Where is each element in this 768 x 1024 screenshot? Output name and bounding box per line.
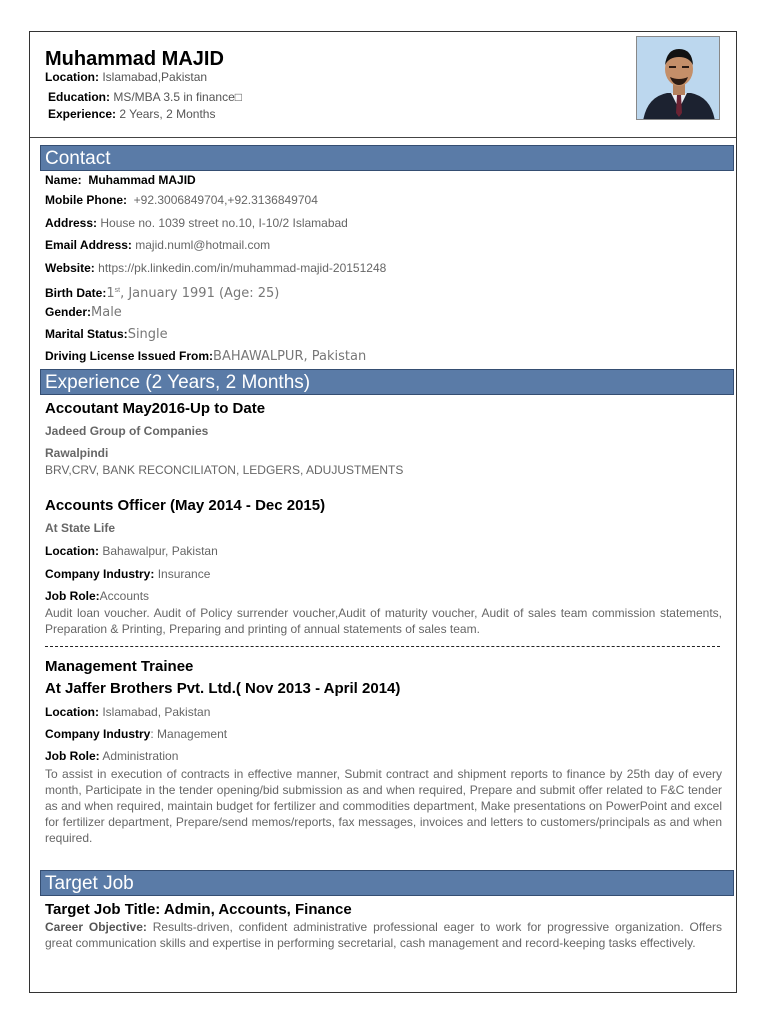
job1-duties: BRV,CRV, BANK RECONCILIATON, LEDGERS, ADUJUSTMENTS	[45, 463, 404, 477]
contact-name: Name: Muhammad MAJID	[45, 173, 196, 187]
section-experience-heading: Experience (2 Years, 2 Months)	[40, 369, 734, 395]
profile-photo	[636, 36, 720, 120]
header-education: Education: MS/MBA 3.5 in finance□	[48, 90, 242, 104]
job2-company: At State Life	[45, 521, 116, 535]
header-location: Location: Islamabad,Pakistan	[45, 70, 208, 84]
contact-driving-license: Driving License Issued From:BAHAWALPUR, Pakistan	[45, 349, 367, 364]
section-contact-heading: Contact	[40, 145, 734, 171]
job2-title: Accounts Officer (May 2014 - Dec 2015)	[45, 497, 326, 514]
contact-birth-date: Birth Date:1st, January 1991 (Age: 25)	[45, 286, 280, 301]
contact-website: Website: https://pk.linkedin.com/in/muhammad-majid-20151248	[45, 261, 387, 275]
resume-header	[45, 48, 242, 121]
job3-description: To assist in execution of contracts in effective manner, Submit contract and shipment reports to finance by 25th day of every month, Participate in the tender opening/bid submission as and when required, Prepare and submit offer related to F&C tender as and when required, maintain budget for fertilizer and commodities department, Make presentations on PowerPoint and excel for fertilizer department, Prepare/send memos/reports, fax messages, invoices and letters to customers/principals as and when required.	[45, 767, 722, 845]
job1-city: Rawalpindi	[45, 446, 109, 460]
career-objective: Career Objective: Results-driven, confident administrative professional eager to work for progressive organization. Offers great communication skills and expertise in performing secretarial, cash management and record-keeping tasks effectively.	[45, 920, 722, 950]
job2-description: Audit loan voucher. Audit of Policy surrender voucher,Audit of maturity voucher, Audit of sales team commission statements, Preparation & Printing, Preparing and printing of annual statements of sales team.	[45, 606, 722, 636]
job3-title: Management Trainee	[45, 658, 194, 675]
candidate-name: Muhammad MAJID	[45, 48, 224, 70]
job3-location: Location: Islamabad, Pakistan	[45, 705, 211, 719]
job-separator	[45, 646, 720, 647]
header-divider	[30, 137, 736, 138]
job3-company: At Jaffer Brothers Pvt. Ltd.( Nov 2013 - April 2014)	[45, 680, 401, 697]
job3-role: Job Role: Administration	[45, 749, 179, 763]
job2-role: Job Role:Accounts	[45, 589, 150, 603]
contact-marital-status: Marital Status:Single	[45, 327, 168, 342]
job3-industry: Company Industry: Management	[45, 727, 228, 741]
job1-company: Jadeed Group of Companies	[45, 424, 209, 438]
job2-location: Location: Bahawalpur, Pakistan	[45, 544, 218, 558]
contact-address: Address: House no. 1039 street no.10, I-10/2 Islamabad	[45, 216, 348, 230]
job2-industry: Company Industry: Insurance	[45, 567, 211, 581]
header-experience: Experience: 2 Years, 2 Months	[48, 107, 216, 121]
portrait-image	[637, 37, 720, 120]
target-job-title: Target Job Title: Admin, Accounts, Finance	[45, 901, 352, 918]
contact-phone: Mobile Phone: +92.3006849704,+92.3136849704	[45, 193, 318, 207]
job1-title: Accoutant May2016-Up to Date	[45, 400, 266, 417]
contact-email: Email Address: majid.numl@hotmail.com	[45, 238, 271, 252]
section-target-job-heading: Target Job	[40, 870, 734, 896]
contact-gender: Gender:Male	[45, 305, 122, 320]
